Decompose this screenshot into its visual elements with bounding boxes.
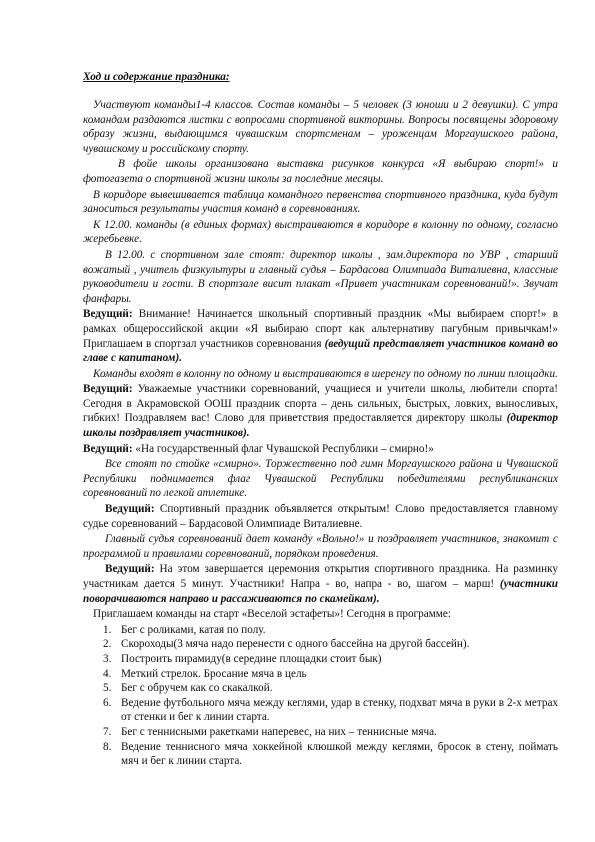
document-body xyxy=(83,98,558,769)
program-list xyxy=(83,623,558,769)
host-note: (ведущий представляет участников команд во главе с капитаном). xyxy=(83,337,558,365)
list-item xyxy=(83,740,558,769)
list-item-number: 7. xyxy=(103,725,112,738)
list-item-number: 2. xyxy=(103,638,112,651)
host-note: (директор школы поздравляет участников). xyxy=(83,412,558,440)
list-item xyxy=(83,725,558,740)
paragraph-corridor: В коридоре вывешивается таблица командного первенства спортивного праздника, куда будут заноситься результаты участия команд в соревнованиях. xyxy=(83,188,558,216)
list-item-text: Бег с роликами, катая по полу. xyxy=(121,623,266,636)
list-item-number: 4. xyxy=(103,667,112,680)
host-speech: Внимание! Начинается школьный спортивный праздник «Мы выбираем спорт!» в рамках общероссийской акции «Я выбираю спорт как альтернативу пагубным привычкам!» Приглашаем в спортзал участников соревнования xyxy=(83,308,558,350)
list-item-number: 1. xyxy=(103,623,112,636)
host-label: Ведущий: xyxy=(83,383,133,396)
list-item-text: Построить пирамиду(в середине площадки стоит бык) xyxy=(121,652,382,665)
list-item xyxy=(83,637,558,652)
paragraph-lineup: К 12.00. команды (в единых формах) выстраиваются в коридоре в колонну по одному, согласно жеребьевке. xyxy=(83,218,558,246)
paragraph-teams-enter: Команды входят в колонну по одному и выстраиваются в шеренгу по одному по линии площадки. xyxy=(93,367,558,380)
list-item-number: 5. xyxy=(103,682,112,695)
host-label: Ведущий: xyxy=(83,308,133,321)
host-speech: «На государственный флаг Чувашской Республики – смирно!» xyxy=(132,442,434,455)
paragraph-program-intro: Приглашаем команды на старт «Веселой эстафеты»! Сегодня в программе: xyxy=(93,608,451,621)
list-item-text: Бег с теннисными ракетками наперевес, на них – теннисные мяча. xyxy=(121,725,437,738)
list-item-text: Бег с обручем как со скакалкой. xyxy=(121,682,273,695)
list-item-text: Скороходы(3 мяча надо перенести с одного бассейна на другой бассейн). xyxy=(121,638,470,651)
host-speech: На этом завершается церемония открытия спортивного праздника. На разминку участникам дается 5 минут. Участники! Напра - во, напра - во, шагом – марш! xyxy=(83,563,558,590)
section-heading: Ход и содержание праздника: xyxy=(83,71,230,83)
list-item-number: 8. xyxy=(103,740,112,753)
list-item-text: Ведение футбольного мяча между кеглями, удар в стенку, подхват мяча в руки в 2-х метрах от стенки и бег к линии старта. xyxy=(121,696,558,724)
list-item xyxy=(83,623,558,638)
list-item-number: 6. xyxy=(103,696,112,709)
list-item-text: Меткий стрелок. Бросание мяча в цель xyxy=(121,667,307,680)
paragraph-judge: Главный судья соревнований дает команду «Вольно!» и поздравляет участников, знакомит с программой и правилами соревнований, порядком проведения. xyxy=(83,533,558,560)
host-label: Ведущий: xyxy=(105,503,155,516)
host-speech: Спортивный праздник объявляется открытым! Слово предоставляется главному судье соревнований – Бардасовой Олимпиаде Виталиевне. xyxy=(83,503,558,530)
host-label: Ведущий: xyxy=(83,442,133,455)
paragraph-gym: В 12.00. с спортивном зале стоят: директор школы , зам.директора по УВР , старший вожатый , учитель физкультуры и главный судья – Бардасова Олимпиада Виталиевна, классные руководители и гости. В спортзале висит плакат «Привет участникам соревнований!». Звучат фанфары. xyxy=(83,248,558,305)
list-item-text: Ведение теннисного мяча хоккейной клюшкой между кеглями, бросок в стену, поймать мяч и бег к линии старта. xyxy=(121,740,558,768)
paragraph-foyer: В фойе школы организована выставка рисунков конкурса «Я выбираю спорт!» и фотогазета о спортивной жизни школы за последние месяцы. xyxy=(83,158,558,185)
list-item xyxy=(83,696,558,725)
host-speech: Уважаемые участники соревнований, учащиеся и учители школы, любители спорта! Сегодня в Акрамовской ООШ праздник спорта – день сильных, быстрых, ловких, выносливых, гибких! Поздравляем вас! Слово для приветствия предоставляется директору школы xyxy=(83,383,558,425)
paragraph-host-1 xyxy=(83,307,558,365)
paragraph-teams: Участвуют команды1-4 классов. Состав команды – 5 человек (3 юноши и 2 девушки). С утра командам раздаются листки с вопросами спортивной викторины. Вопросы посвящены здоровому образу жизни, выдающимся чувашским спортсменам – уроженцам Моргаушского района, чувашскому и российскому спорту. xyxy=(83,99,558,155)
host-note: (участники поворачиваются направо и рассаживаются по скамейкам). xyxy=(83,578,558,605)
paragraph-flag: Все стоят по стойке «смирно». Торжественно под гимн Моргаушского района и Чувашской Республики поднимается флаг Чувашской Республики победителями республиканских соревнований по легкой атлетике. xyxy=(83,458,558,500)
paragraph-host-5 xyxy=(83,562,558,606)
paragraph-host-2 xyxy=(83,382,558,440)
host-label: Ведущий: xyxy=(105,563,155,576)
list-item xyxy=(83,667,558,682)
list-item xyxy=(83,652,558,667)
paragraph-host-3 xyxy=(83,442,558,457)
list-item xyxy=(83,681,558,696)
paragraph-host-4 xyxy=(83,502,558,531)
list-item-number: 3. xyxy=(103,652,112,665)
